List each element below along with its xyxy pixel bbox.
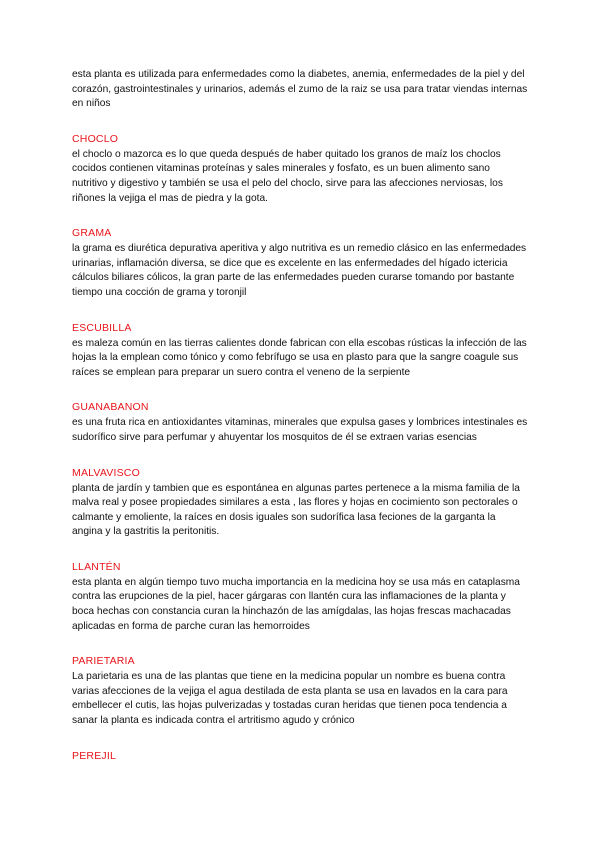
section-escubilla [72, 321, 528, 381]
section-heading: CHOCLO [72, 132, 119, 145]
section-parietaria [72, 654, 528, 728]
section-llanten [72, 560, 528, 634]
section-text: la grama es diurética depurativa aperitiva y algo nutritiva es un remedio clásico en las enfermedades urinarias, inflamación diversa, se dice que es excelente en las enfermedades del hígado ictericia cálculos biliares cólicos, la gran parte de las enfermedades pueden curarse tomando por bastante tiempo una cocción de grama y toronjil [72, 243, 527, 298]
section-guanabanon [72, 400, 528, 445]
section-perejil [72, 749, 528, 763]
section-heading: GRAMA [72, 227, 112, 240]
section-choclo [72, 132, 528, 206]
section-grama [72, 226, 528, 300]
document-page [72, 68, 528, 783]
section-text: esta planta en algún tiempo tuvo mucha importancia en la medicina hoy se usa más en cataplasma contra las erupciones de la piel, hacer gárgaras con llantén cura las inflamaciones de la planta y boca hechas con constancia curan la hinchazón de las amígdalas, las hojas frescas machacadas aplicadas en forma de parche curan las hemorroides [72, 576, 520, 632]
section-heading: MALVAVISCO [72, 466, 140, 479]
section-text: el choclo o mazorca es lo que queda después de haber quitado los granos de maíz los choclos cocidos contienen vitaminas proteínas y sales minerales y fosfato, es un buen alimento sano nutritivo y digestivo y también se usa el pelo del choclo, sirve para las afecciones nerviosas, los riñones la vejiga el mas de piedra y la gota. [72, 148, 503, 204]
section-heading: LLANTÉN [72, 560, 121, 573]
section-text: es maleza común en las tierras calientes donde fabrican con ella escobas rústicas la infección de las hojas la la emplean como tónico y como febrífugo se usa en plasto para que la sangre coagule sus raíces se emplean para preparar un suero contra el veneno de la serpiente [72, 337, 527, 378]
section-heading: GUANABANON [72, 401, 149, 414]
section-malvavisco [72, 466, 528, 540]
section-heading: PARIETARIA [72, 655, 135, 668]
section-text: La parietaria es una de las plantas que tiene en la medicina popular un nombre es buena contra varias afecciones de la vejiga el agua destilada de esta planta se usa en lavados en la cara para embellecer el cutis, las hojas pulverizadas y tostadas curan heridas que tienen poca tendencia a sanar la planta es indicada contra el artritismo agudo y crónico [72, 671, 508, 727]
intro-paragraph: esta planta es utilizada para enfermedades como la diabetes, anemia, enfermedades de la piel y del corazón, gastrointestinales y urinarios, además el zumo de la raiz se usa para tratar viendas internas en niños [72, 69, 528, 110]
section-text: es una fruta rica en antioxidantes vitaminas, minerales que expulsa gases y lombrices intestinales es sudorífico sirve para perfumar y ahuyentar los mosquitos de él se extraen varias esencias [72, 417, 528, 443]
section-heading: ESCUBILLA [72, 321, 132, 334]
section-text: planta de jardín y tambien que es espontánea en algunas partes pertenece a la misma familia de la malva real y posee propiedades similares a esta , las flores y hojas en cocimiento son pectorales o calmante y emoliente, la raíces en dosis iguales son sudorífica lasa feciones de la garganta la angina y la gastritis la peritonitis. [72, 482, 520, 538]
section-heading: PEREJIL [72, 749, 116, 762]
